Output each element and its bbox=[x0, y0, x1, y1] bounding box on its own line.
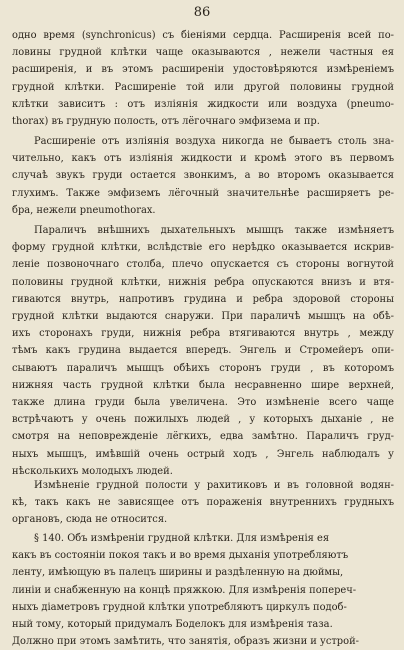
text-line: клѣтки зависитъ : отъ изліянія жидкости или воздуха (pneumo- bbox=[12, 98, 394, 110]
text-line: одно время (synchronicus) съ біеніями сердца. Расширенія всей по- bbox=[12, 30, 394, 41]
text-line: чительно, какъ отъ изліянія жидкости и кромѣ этого въ первомъ bbox=[12, 153, 394, 165]
text-line: встрѣчаютъ у очень пожилыхъ людей , у которыхъ дыханіе , не bbox=[12, 414, 394, 426]
text-line: Должно при этомъ замѣтить, что занятія, образъ жизни и устрой- bbox=[12, 636, 359, 648]
text-line: кѣ, такъ какъ не зависящее отъ пораженія внутреннихъ грудныхъ bbox=[12, 497, 394, 509]
text-line: половины грудной клѣтки, нижнія ребра опускаются внизъ и втя- bbox=[12, 276, 394, 288]
text-line: гиваются внутрь, напротивъ грудина и ребра здоровой стороны bbox=[12, 293, 394, 305]
text-line: нижняя часть грудной клѣтки была несравненно шире верхней, bbox=[12, 379, 394, 391]
paragraph-4 bbox=[12, 477, 394, 529]
text-line: бра, нежели pneumothorax. bbox=[12, 204, 156, 216]
text-line: органовъ, сюда не относится. bbox=[12, 514, 168, 526]
text-line: ленту, имѣющую въ палецъ ширины и раздѣленную на дюймы, bbox=[12, 567, 344, 579]
text-line: форму грудной клѣтки, вслѣдствіе его нерѣдко оказывается искрив- bbox=[12, 242, 394, 254]
page-number: 86 bbox=[193, 5, 211, 20]
text-line: также длина груди была увеличена. Это измѣненіе всего чаще bbox=[12, 397, 394, 409]
text-line: смотря на неповрежденіе лёгкихъ, едва замѣтно. Параличъ груд- bbox=[12, 431, 394, 443]
text-line: расширенія, и въ этомъ расширеніи удостовѣряются измѣреніемъ bbox=[12, 64, 394, 76]
paragraph-1 bbox=[12, 27, 394, 130]
text-line: сываютъ параличъ мышцъ обѣихъ сторонъ груди , въ которомъ bbox=[12, 362, 394, 374]
text-line: случаѣ звукъ груди остается звонкимъ, а во второмъ оказывается bbox=[12, 170, 394, 182]
paragraph-3 bbox=[12, 222, 394, 480]
paragraph-2 bbox=[12, 133, 394, 219]
text-line: Расширеніе отъ изліянія воздуха никогда не бываетъ столь зна- bbox=[34, 136, 394, 147]
text-line: ныхъ мышцъ, имѣвшій очень острый ходъ , Энгель наблюдалъ у bbox=[12, 448, 394, 460]
text-line: глухимъ. Также эмфиземъ лёгочный значительнѣе расширяетъ ре- bbox=[12, 187, 394, 199]
text-line: линіи и снабженную на концѣ пряжкою. Для измѣренія попереч- bbox=[12, 584, 357, 596]
section-heading-line: § 140. Объ измѣреніи грудной клѣтки. Для измѣренія ея bbox=[34, 533, 330, 544]
text-line: ный тому, который придумалъ Боделокъ для измѣренія таза. bbox=[12, 619, 333, 631]
text-line: нѣсколькихъ молодыхъ людей. bbox=[12, 465, 173, 477]
text-line: какъ въ состояніи покоя такъ и во время дыханія употребляютъ bbox=[12, 550, 349, 562]
paragraph-5 bbox=[12, 530, 394, 650]
text-line: леніе позвоночнаго столба, плечо опускается съ стороны вогнутой bbox=[12, 259, 394, 271]
text-line: ныхъ діаметровъ грудной клѣтки употребляютъ циркулъ подоб- bbox=[12, 601, 347, 613]
text-line: тѣмъ какъ грудина выдается впередъ. Энгель и Стромейеръ опи- bbox=[12, 345, 394, 357]
text-line: thorax) въ грудную полость, отъ лёгочнаго эмфизема и пр. bbox=[12, 116, 320, 128]
text-line: Измѣненіе грудной полости у рахитиковъ и въ головной водян- bbox=[34, 480, 394, 491]
text-line: грудной клѣтки. Расширеніе той или другой половины грудной bbox=[12, 81, 394, 93]
text-line: Параличъ внѣшнихъ дыхательныхъ мышцъ также измѣняетъ bbox=[34, 225, 394, 236]
text-line: ихъ сторонахъ груди, нижнія ребра втягиваются внутрь , между bbox=[12, 328, 394, 340]
text-line: грудной клѣтки выдаются снаружи. При параличѣ мышцъ на обѣ- bbox=[12, 311, 394, 323]
text-line: ловины грудной клѣтки чаще оказываются , нежели частныя ея bbox=[12, 47, 394, 59]
